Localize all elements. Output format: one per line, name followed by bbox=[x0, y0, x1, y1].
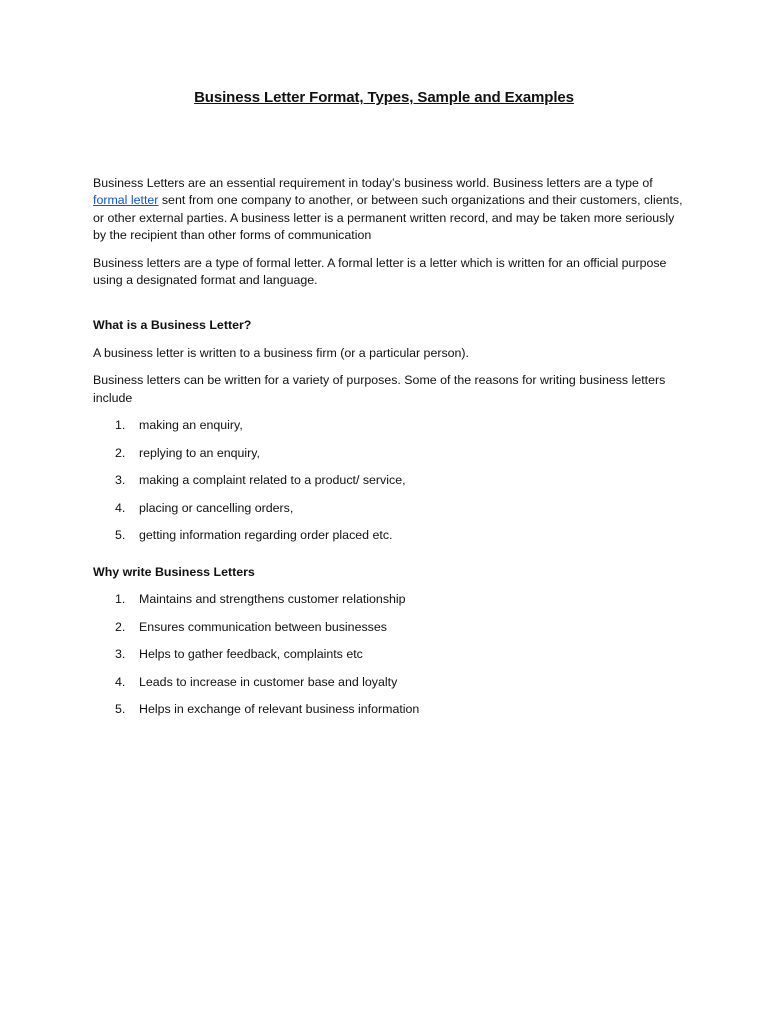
list-item-number: 5. bbox=[115, 702, 126, 717]
intro-paragraph-1-text-b: sent from one company to another, or between such organizations and their customers, clients, or other external parties. A business letter is a permanent written record, and may be taken more seriously by the recipient than other forms of communication bbox=[93, 193, 683, 243]
list-item-text: replying to an enquiry, bbox=[139, 445, 260, 460]
list-item bbox=[93, 472, 683, 489]
list-item-number: 1. bbox=[115, 418, 126, 433]
list-item-number: 3. bbox=[115, 647, 126, 662]
intro-paragraph-1 bbox=[93, 175, 683, 245]
intro-paragraph-1-text-a: Business Letters are an essential requirement in today’s business world. Business letters are a type of bbox=[93, 176, 653, 190]
list-item-text: placing or cancelling orders, bbox=[139, 500, 294, 515]
list-item-text: Helps to gather feedback, complaints etc bbox=[139, 647, 363, 662]
what-is-paragraph-2: Business letters can be written for a variety of purposes. Some of the reasons for writing business letters include bbox=[93, 373, 666, 405]
list-item-text: getting information regarding order placed etc. bbox=[139, 528, 393, 543]
list-item bbox=[93, 674, 683, 691]
what-is-heading: What is a Business Letter? bbox=[93, 318, 252, 333]
list-item-number: 2. bbox=[115, 619, 126, 634]
list-item-text: making a complaint related to a product/ service, bbox=[139, 473, 406, 488]
list-item bbox=[93, 619, 683, 636]
list-item-number: 4. bbox=[115, 674, 126, 689]
list-item-text: making an enquiry, bbox=[139, 418, 243, 433]
list-item-text: Helps in exchange of relevant business information bbox=[139, 702, 420, 717]
list-item bbox=[93, 417, 683, 434]
list-item-text: Maintains and strengthens customer relationship bbox=[139, 592, 406, 607]
list-item bbox=[93, 445, 683, 462]
purposes-list bbox=[93, 417, 683, 545]
list-item-number: 5. bbox=[115, 528, 126, 543]
list-item-number: 1. bbox=[115, 592, 126, 607]
document-body bbox=[93, 175, 683, 729]
list-item bbox=[93, 527, 683, 544]
list-item-number: 2. bbox=[115, 445, 126, 460]
reasons-list bbox=[93, 591, 683, 719]
document-title: Business Letter Format, Types, Sample and Examples bbox=[194, 89, 574, 106]
list-item-text: Ensures communication between businesses bbox=[139, 619, 387, 634]
list-item-text: Leads to increase in customer base and loyalty bbox=[139, 674, 398, 689]
why-write-heading: Why write Business Letters bbox=[93, 564, 255, 579]
list-item bbox=[93, 646, 683, 663]
list-item bbox=[93, 591, 683, 608]
intro-paragraph-2: Business letters are a type of formal letter. A formal letter is a letter which is written for an official purpose using a designated format and language. bbox=[93, 255, 667, 288]
what-is-paragraph-1: A business letter is written to a business firm (or a particular person). bbox=[93, 345, 470, 360]
formal-letter-link[interactable]: formal letter bbox=[93, 193, 159, 208]
list-item-number: 3. bbox=[115, 473, 126, 488]
list-item bbox=[93, 701, 683, 718]
list-item-number: 4. bbox=[115, 500, 126, 515]
list-item bbox=[93, 500, 683, 517]
